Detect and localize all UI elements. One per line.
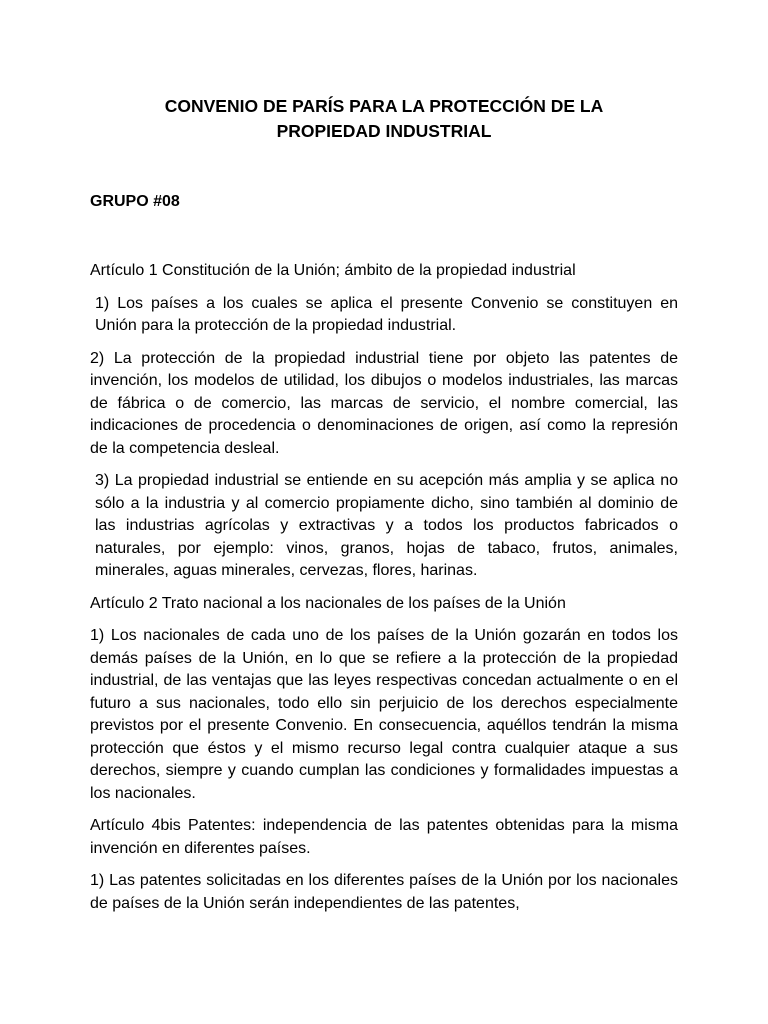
title-line-2: PROPIEDAD INDUSTRIAL	[276, 121, 492, 141]
article-1-heading: Artículo 1 Constitución de la Unión; ámbito de la propiedad industrial	[90, 262, 576, 279]
article-1-paragraph-3: 3) La propiedad industrial se entiende en su acepción más amplia y se aplica no sólo a la industria y al comercio propiamente dicho, sino también al dominio de las industrias agrícolas y extractivas y a todos los productos fabricados o naturales, por ejemplo: vinos, granos, hojas de tabaco, frutos, animales, minerales, aguas minerales, cervezas, flores, harinas.	[95, 472, 678, 579]
document-title	[90, 94, 678, 144]
article-1-paragraph-2: 2) La protección de la propiedad industrial tiene por objeto las patentes de invención, los modelos de utilidad, los dibujos o modelos industriales, las marcas de fábrica o de comercio, las marcas de servicio, el nombre comercial, las indicaciones de procedencia o denominaciones de origen, así como la represión de la competencia desleal.	[90, 349, 678, 457]
article-2-heading: Artículo 2 Trato nacional a los nacionales de los países de la Unión	[90, 594, 566, 612]
document-page	[90, 94, 678, 915]
article-4bis-paragraph-1: 1) Las patentes solicitadas en los diferentes países de la Unión por los nacionales de países de la Unión serán independientes de las patentes,	[90, 872, 678, 912]
article-1-paragraph-1: 1) Los países a los cuales se aplica el presente Convenio se constituyen en Unión para la protección de la propiedad industrial.	[95, 294, 678, 334]
group-label: GRUPO #08	[90, 193, 180, 210]
article-2-paragraph-1: 1) Los nacionales de cada uno de los países de la Unión gozarán en todos los demás países de la Unión, en lo que se refiere a la protección de la propiedad industrial, de las ventajas que las leyes respectivas concedan actualmente o en el futuro a sus nacionales, todo ello sin perjuicio de los derechos especialmente previstos por el presente Convenio. En consecuencia, aquéllos tendrán la misma protección que éstos y el mismo recurso legal contra cualquier ataque a sus derechos, siempre y cuando cumplan las condiciones y formalidades impuestas a los nacionales.	[90, 627, 678, 802]
title-line-1: CONVENIO DE PARÍS PARA LA PROTECCIÓN DE LA	[164, 96, 604, 116]
article-4bis-heading: Artículo 4bis Patentes: independencia de las patentes obtenidas para la misma invención en diferentes países.	[90, 817, 678, 857]
